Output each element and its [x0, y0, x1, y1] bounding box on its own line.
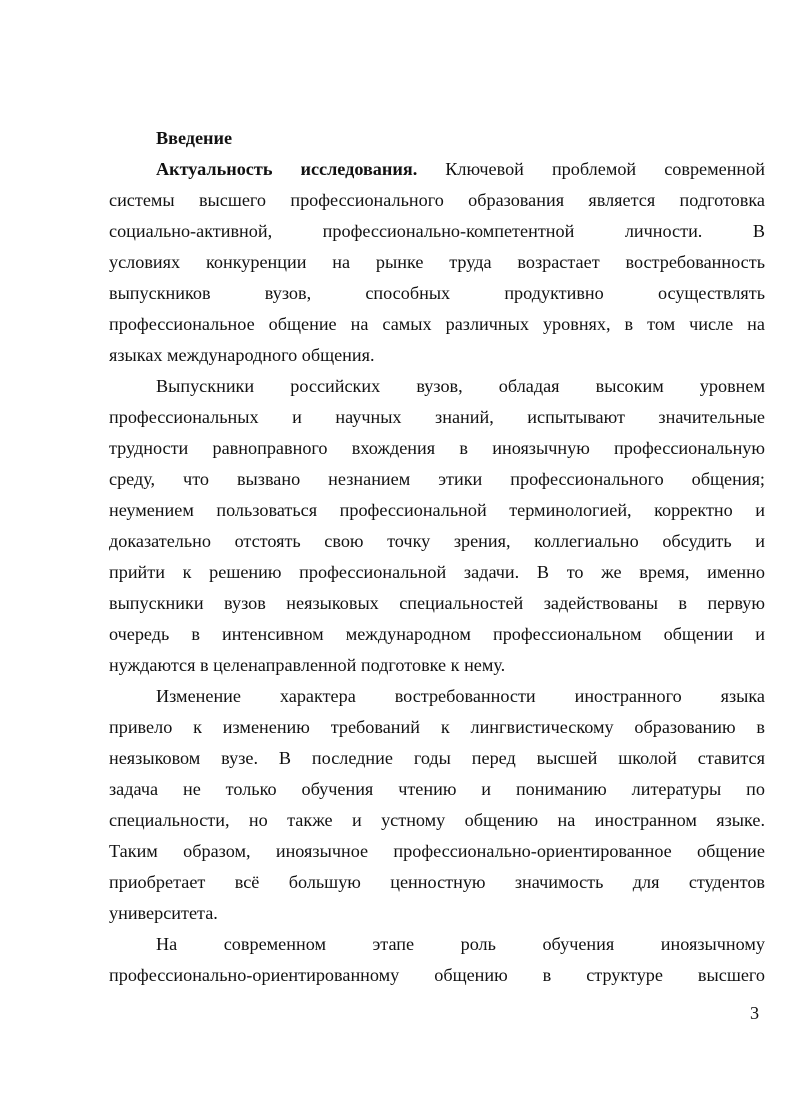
paragraph-2-line-2: профессиональных и научных знаний, испытывают значительные: [109, 407, 765, 427]
paragraph-2-line-10: нуждаются в целенаправленной подготовке к нему.: [109, 655, 506, 675]
paragraph-3-line-6: Таким образом, иноязычное профессионально-ориентированное общение: [109, 841, 765, 861]
section-heading: Введение: [156, 128, 233, 148]
paragraph-1-line-7: языках международного общения.: [109, 345, 375, 365]
paragraph-4-line-2: профессионально-ориентированному общению в структуре высшего: [109, 965, 765, 985]
paragraph-4-line-1: На современном этапе роль обучения иноязычному: [156, 934, 765, 954]
paragraph-1-line-2: системы высшего профессионального образования является подготовка: [109, 190, 765, 210]
paragraph-2-line-1: Выпускники российских вузов, обладая высоким уровнем: [156, 376, 765, 396]
paragraph-3-line-3: неязыковом вузе. В последние годы перед высшей школой ставится: [109, 748, 765, 768]
paragraph-2-line-6: доказательно отстоять свою точку зрения, коллегиально обсудить и: [109, 531, 765, 551]
paragraph-1-line-3: социально-активной, профессионально-компетентной личности. В: [109, 221, 765, 241]
paragraph-3-line-1: Изменение характера востребованности иностранного языка: [156, 686, 765, 706]
paragraph-3-line-2: привело к изменению требований к лингвистическому образованию в: [109, 717, 765, 737]
paragraph-2-line-4: среду, что вызвано незнанием этики профессионального общения;: [109, 469, 765, 489]
paragraph-2-line-9: очередь в интенсивном международном профессиональном общении и: [109, 624, 765, 644]
paragraph-lead: Актуальность исследования.: [156, 159, 418, 179]
paragraph-3-line-7: приобретает всё большую ценностную значимость для студентов: [109, 872, 765, 892]
paragraph-2-line-5: неумением пользоваться профессиональной терминологией, корректно и: [109, 500, 765, 520]
paragraph-1-line-1: [156, 158, 765, 180]
paragraph-3-line-5: специальности, но также и устному общению на иностранном языке.: [109, 810, 765, 830]
paragraph-1-line-4: условиях конкуренции на рынке труда возрастает востребованность: [109, 252, 765, 272]
paragraph-2-line-7: прийти к решению профессиональной задачи. В то же время, именно: [109, 562, 765, 582]
paragraph-1-line-6: профессиональное общение на самых различных уровнях, в том числе на: [109, 314, 765, 334]
paragraph-text: Ключевой проблемой современной: [417, 159, 765, 179]
paragraph-3-line-8: университета.: [109, 903, 218, 923]
paragraph-2-line-8: выпускники вузов неязыковых специальностей задействованы в первую: [109, 593, 765, 613]
page-number: 3: [750, 1003, 760, 1023]
paragraph-3-line-4: задача не только обучения чтению и пониманию литературы по: [109, 779, 765, 799]
paragraph-2-line-3: трудности равноправного вхождения в иноязычную профессиональную: [109, 438, 765, 458]
paragraph-1-line-5: выпускников вузов, способных продуктивно осуществлять: [109, 283, 765, 303]
